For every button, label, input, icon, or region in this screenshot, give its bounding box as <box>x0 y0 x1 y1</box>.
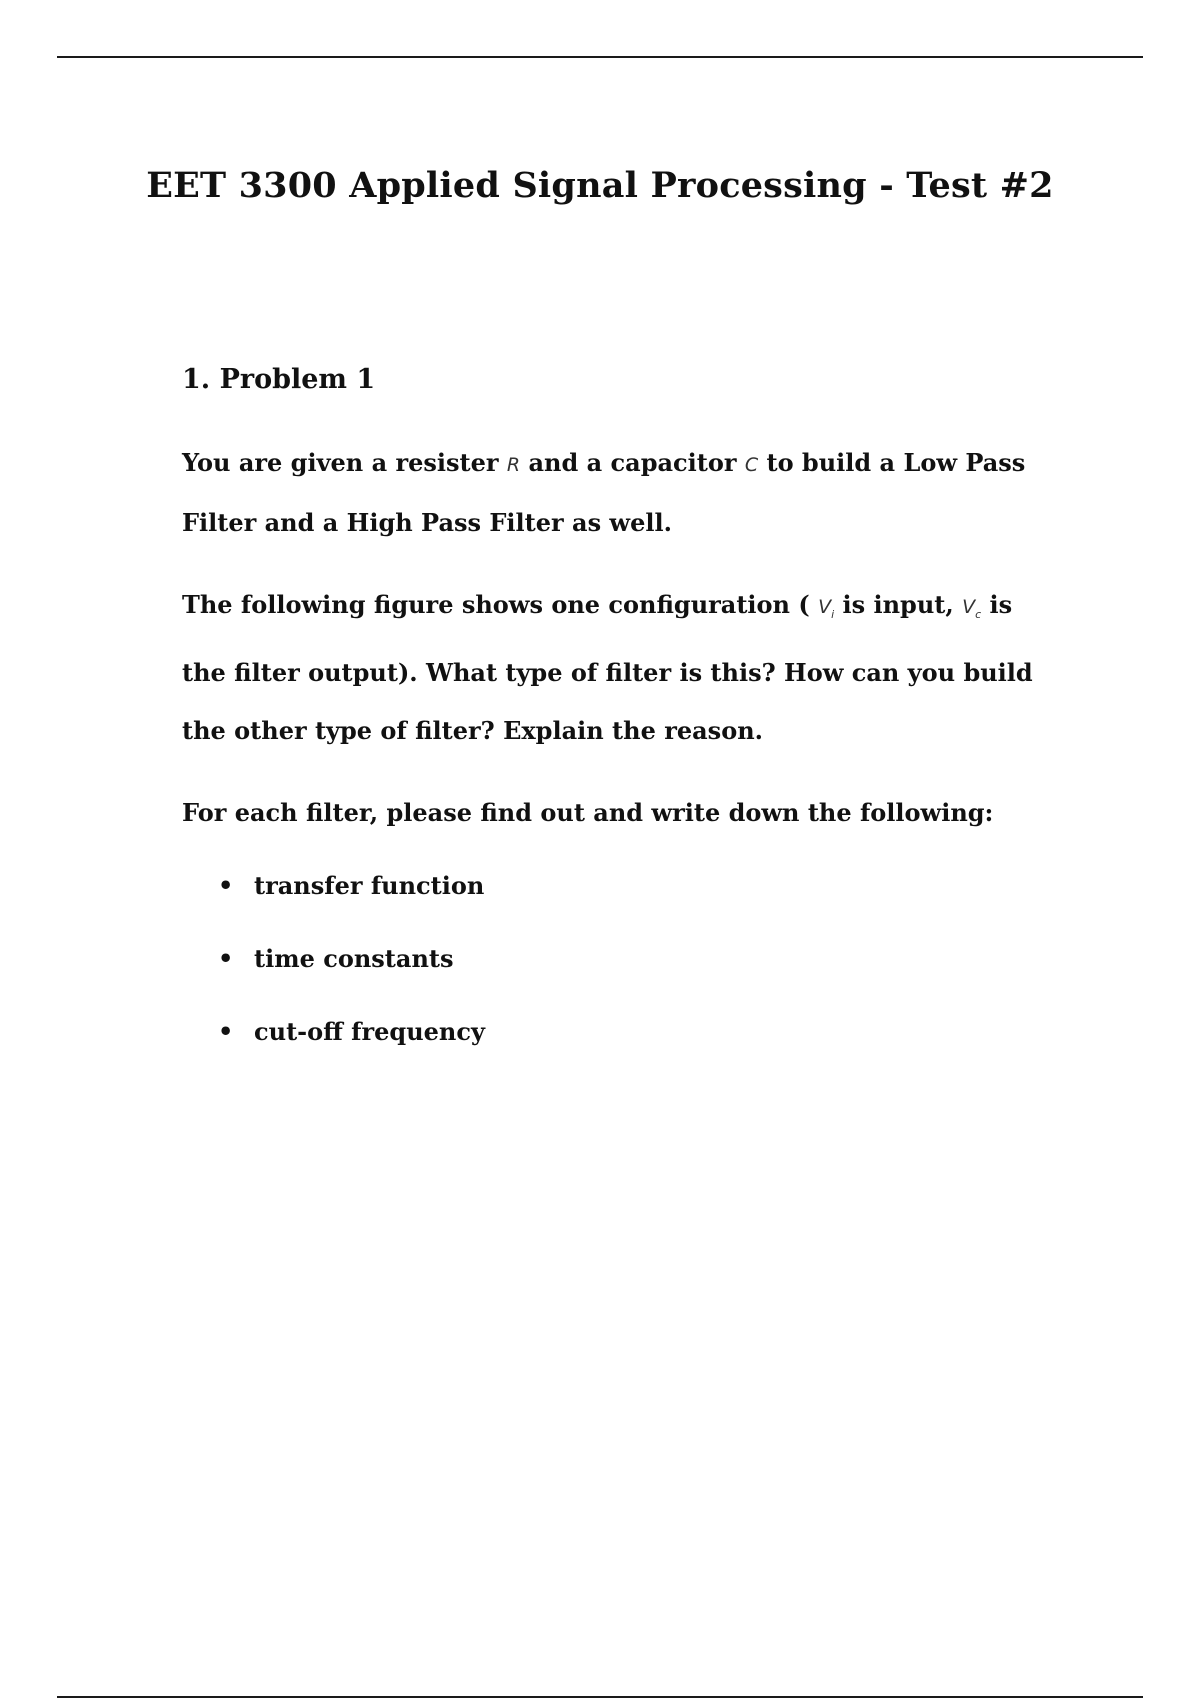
input-voltage-variable: $V_i$ <box>818 596 835 621</box>
document-title: EET 3300 Applied Signal Processing - Test #2 <box>146 165 1054 206</box>
problem-question-paragraph <box>182 576 1042 760</box>
bullet-icon: • <box>218 1016 234 1046</box>
task-instructions: For each filter, please find out and write down the following: <box>182 797 994 827</box>
question-text-3: is the filter output). What type of filter is this? How can you build the other type of filter? Explain the reason. <box>182 590 1033 745</box>
intro-text-2: and a capacitor <box>520 448 745 477</box>
resistor-variable: R <box>506 454 521 476</box>
top-rule <box>57 56 1143 58</box>
bullet-icon: • <box>218 943 234 973</box>
bottom-rule <box>57 1696 1143 1698</box>
capacitor-variable: C <box>744 454 759 476</box>
output-voltage-variable: $V_c$ <box>962 596 982 621</box>
list-item <box>182 1012 1042 1052</box>
list-item <box>182 866 1042 906</box>
list-item-text: transfer function <box>254 870 485 900</box>
list-item-text: cut-off frequency <box>254 1016 485 1046</box>
question-text-2: is input, <box>834 590 963 619</box>
list-item <box>182 939 1042 979</box>
intro-text-1: You are given a resister <box>182 448 507 477</box>
list-item-text: time constants <box>254 943 454 973</box>
problem-section <box>182 360 1042 1085</box>
bullet-icon: • <box>218 870 234 900</box>
problem-heading: 1. Problem 1 <box>182 364 376 395</box>
question-text-1: The following figure shows one configuration ( <box>182 590 819 619</box>
problem-intro-paragraph <box>182 434 1042 552</box>
requirements-list <box>182 866 1042 1052</box>
intro-text-3: to build a Low Pass Filter and a High Pass Filter as well. <box>182 448 1026 537</box>
